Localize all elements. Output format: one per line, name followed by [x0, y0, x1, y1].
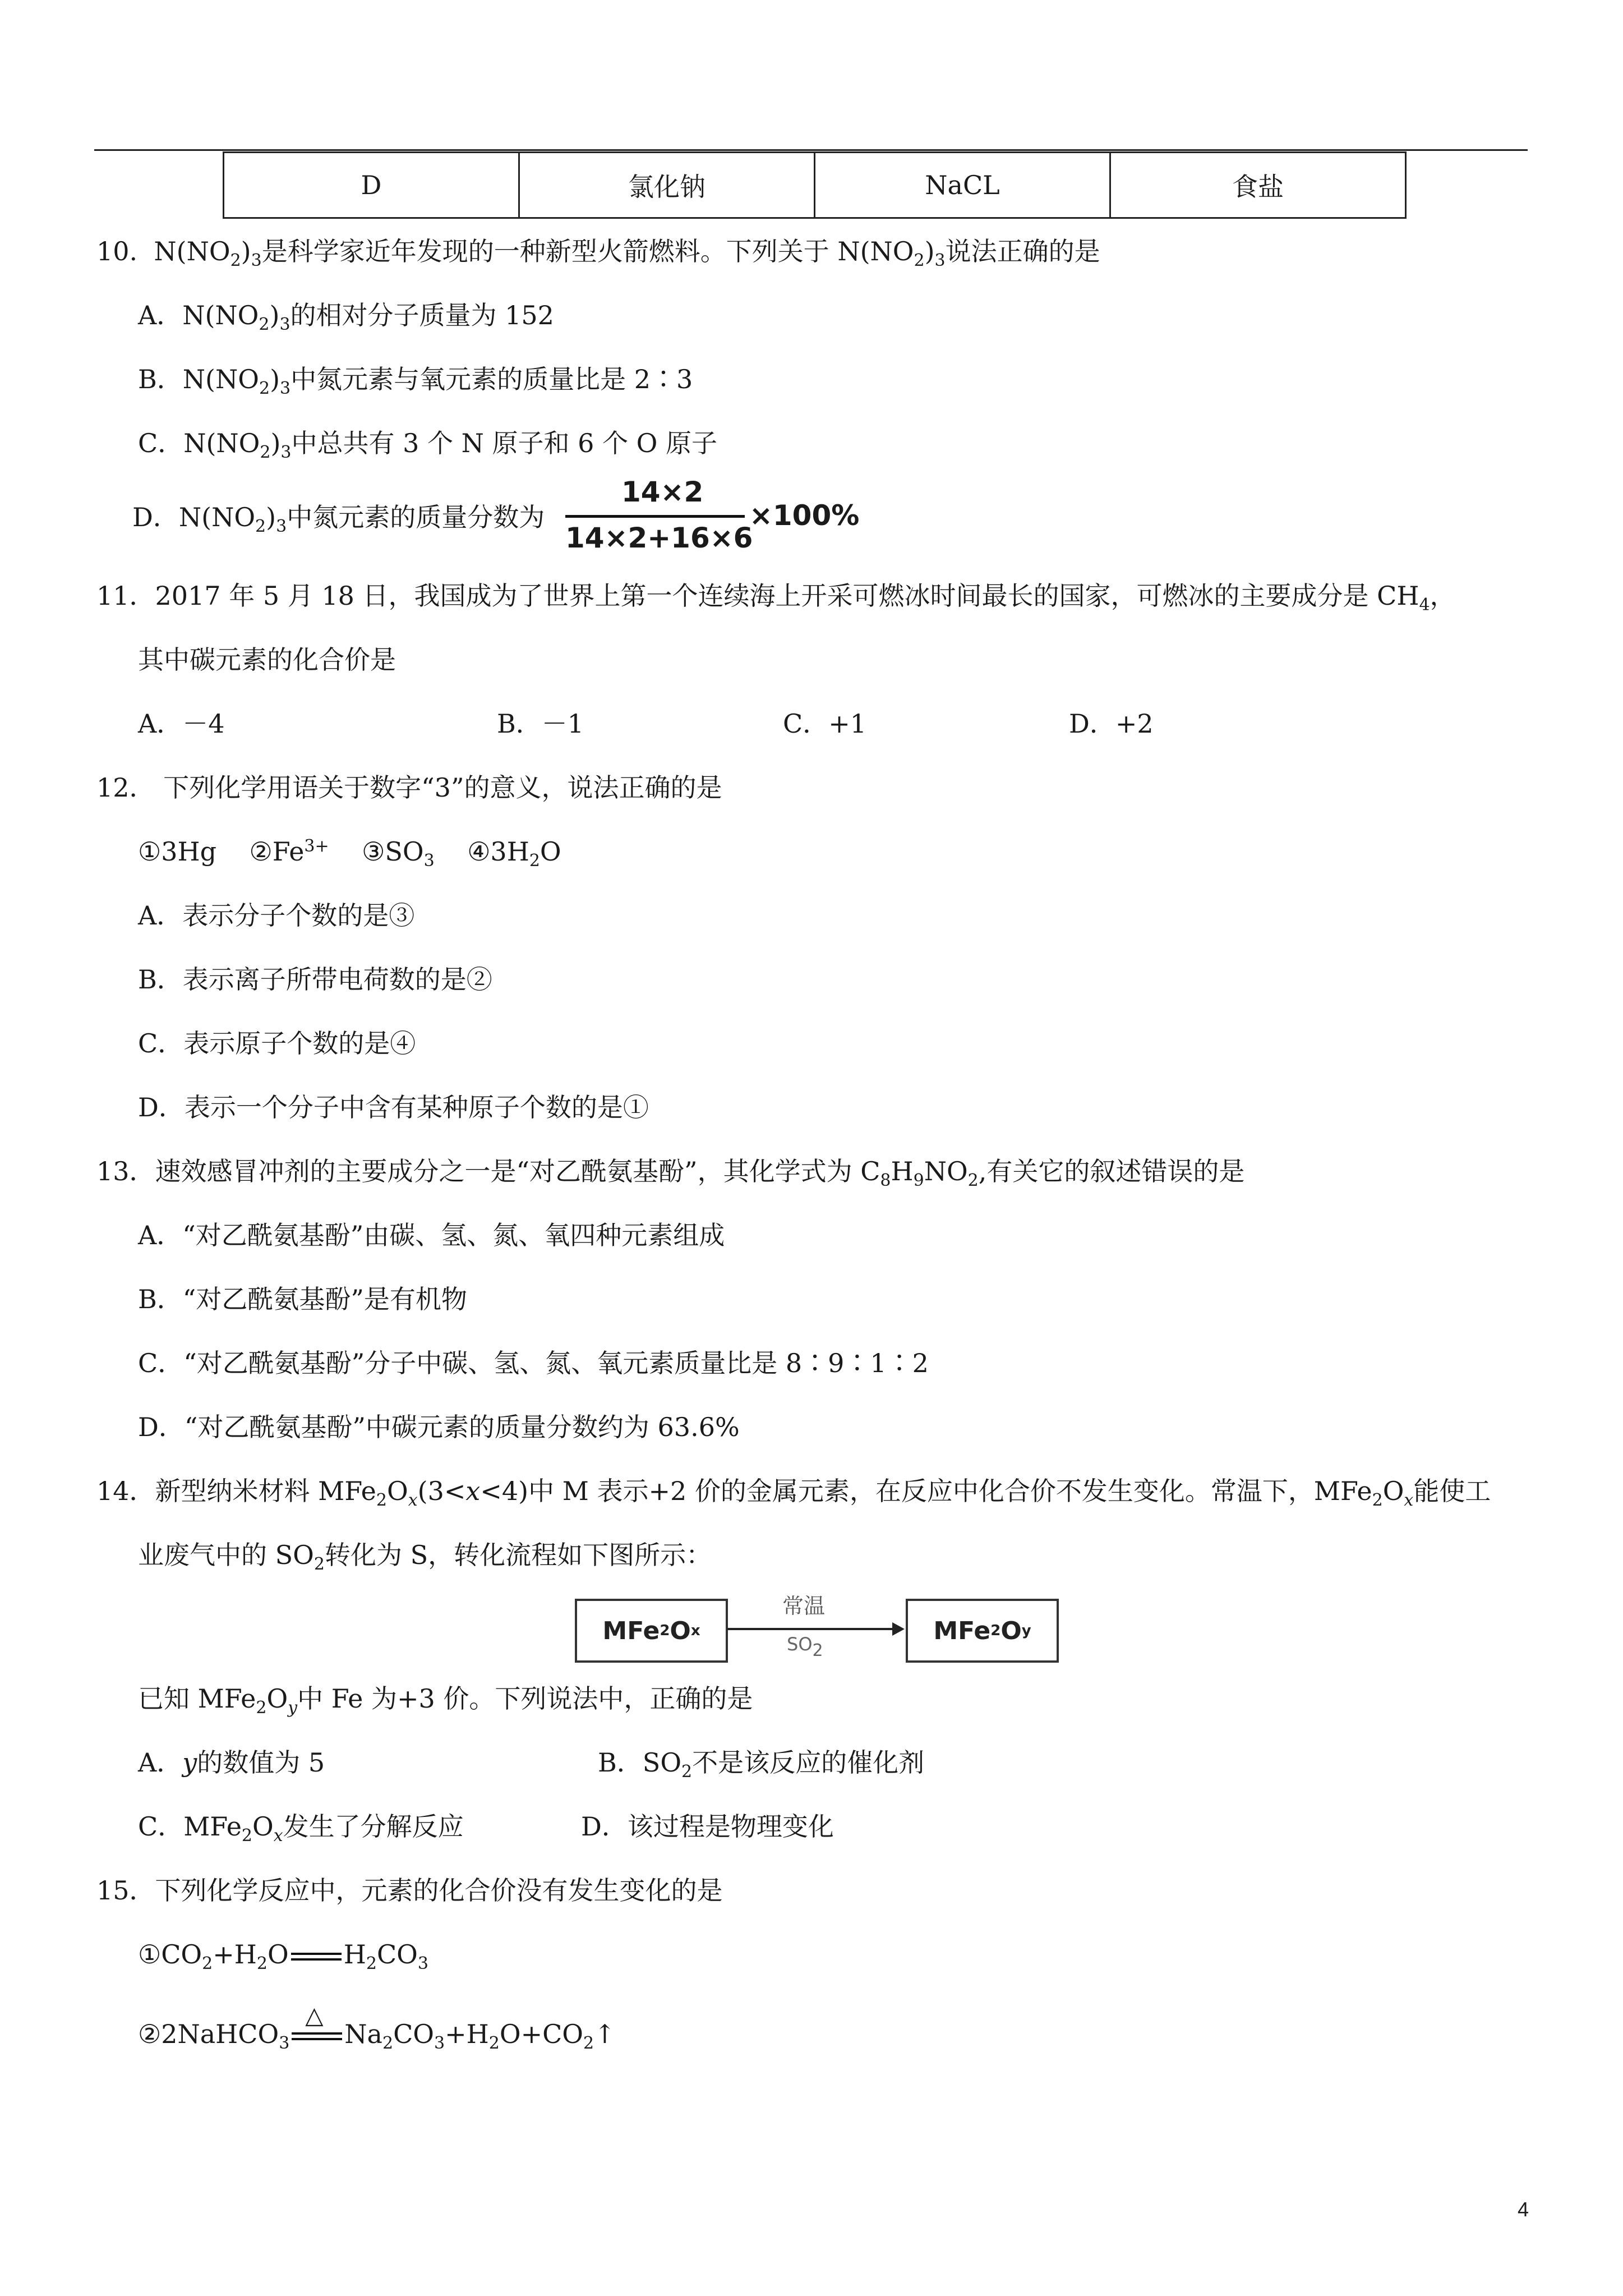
question-11-option-b: B．－1 — [497, 708, 584, 739]
question-14-option-c: C．$MFe_2O_x$发生了分解反应 — [138, 1811, 464, 1846]
question-12-option-a: A．表示分子个数的是③ — [138, 900, 415, 931]
question-13-stem: 13．速效感冒冲剂的主要成分之一是“对乙酰氨基酚”，其化学式为 $C_8H_9NO_2$,有关它的叙述错误的是 — [96, 1156, 1245, 1190]
answer-table-row — [223, 151, 1407, 219]
question-10-option-a: A．$N(NO_2)_3$的相对分子质量为 152 — [138, 300, 554, 334]
flow-box-product: MFe 2 O y — [906, 1599, 1059, 1663]
question-11-option-d: D．+2 — [1069, 708, 1154, 739]
question-10-option-d: D．$N(NO_2)_3$中氮元素的质量分数为 — [132, 502, 545, 536]
question-11-option-a: A．－4 — [138, 708, 225, 739]
gas-up-arrow-icon: ↑ — [594, 2019, 616, 2049]
page-number: 4 — [1518, 2198, 1529, 2221]
equation-heat-equals-sign — [292, 2001, 342, 2044]
question-14-given: 已知 $MFe_2O_y$中 Fe 为+3 价。下列说法中，正确的是 — [138, 1683, 753, 1718]
table-cell-formula: NaCL — [815, 153, 1110, 218]
flow-arrow-head-icon — [892, 1622, 905, 1636]
table-cell-option: D — [224, 153, 519, 218]
question-13-option-c: C．“对乙酰氨基酚”分子中碳、氢、氮、氧元素质量比是 8∶9∶1∶2 — [138, 1348, 929, 1378]
question-13-option-a: A．“对乙酰氨基酚”由碳、氢、氮、氧四种元素组成 — [138, 1220, 725, 1250]
flow-condition-temperature: 常温 — [782, 1594, 826, 1618]
question-14-stem: 14．新型纳米材料 $MFe_2O_x(3<x<4)$中 M 表示+2 价的金属元素，在反应中化合价不发生变化。常温下，$MFe_2O_x$能使工 — [96, 1476, 1491, 1510]
fraction-bar — [565, 515, 745, 518]
question-14-option-b: B．$SO_2$不是该反应的催化剂 — [598, 1747, 925, 1782]
question-14-option-d: D．该过程是物理变化 — [581, 1811, 834, 1842]
question-15-stem: 15．下列化学反应中，元素的化合价没有发生变化的是 — [96, 1875, 723, 1906]
question-10-option-c: C．$N(NO_2)_3$中总共有 3 个 N 原子和 6 个 O 原子 — [138, 428, 717, 462]
table-cell-name: 氯化钠 — [519, 153, 815, 218]
flow-arrow-line — [727, 1628, 896, 1630]
question-12-option-d: D．表示一个分子中含有某种原子个数的是① — [138, 1092, 649, 1122]
question-14-stem-cont: 业废气中的 $SO_2$转化为 S，转化流程如下图所示： — [138, 1540, 712, 1574]
equation-equals-sign — [291, 1949, 342, 1964]
question-13-option-b: B．“对乙酰氨基酚”是有机物 — [138, 1284, 467, 1314]
heat-delta-icon: △ — [305, 2001, 324, 2029]
question-13-option-d: D．“对乙酰氨基酚”中碳元素的质量分数约为 63.6% — [138, 1412, 740, 1442]
table-cell-common-name: 食盐 — [1110, 153, 1406, 218]
flow-box-reactant: MFe 2 O x — [575, 1599, 728, 1663]
question-12-stem: 12． 下列化学用语关于数字“3”的意义，说法正确的是 — [96, 772, 722, 803]
question-12-items: ①3Hg $②Fe^{3+}$ $③SO_3$ $④3H_2O$ — [138, 836, 561, 871]
question-10-stem: 10. $N(NO_2)_3$是科学家近年发现的一种新型火箭燃料。下列关于 $N(NO_2)_3$说法正确的是 — [96, 236, 1100, 270]
question-11-stem-cont: 其中碳元素的化合价是 — [138, 645, 396, 675]
question-12-option-b: B．表示离子所带电荷数的是② — [138, 964, 492, 995]
flow-condition-reagent: $SO_2$ — [787, 1634, 823, 1660]
fraction-numerator: 14×2 — [621, 476, 704, 508]
question-11-option-c: C．+1 — [783, 708, 867, 739]
question-11-stem: 11．2017 年 5 月 18 日，我国成为了世界上第一个连续海上开采可燃冰时间最长的国家，可燃冰的主要成分是 $CH_4$， — [96, 581, 1456, 615]
fraction-denominator: 14×2+16×6 — [565, 522, 753, 554]
question-14-option-a: A．y的数值为 5 — [138, 1747, 325, 1778]
question-12-option-c: C．表示原子个数的是④ — [138, 1028, 416, 1059]
conversion-flow-diagram — [575, 1593, 1052, 1666]
question-15-reaction-2: ②2NaHCO$_3$ △ $Na_2CO_3+H_2O+CO_2↑$ — [138, 2017, 616, 2051]
question-10-option-b: B．$N(NO_2)_3$中氮元素与氧元素的质量比是 2∶3 — [138, 364, 693, 398]
header-rule — [94, 149, 1528, 151]
question-15-reaction-1: $①CO_2+H_2O$ $H_2CO_3$ — [138, 1939, 428, 1973]
fraction-multiplier: ×100% — [749, 499, 860, 532]
